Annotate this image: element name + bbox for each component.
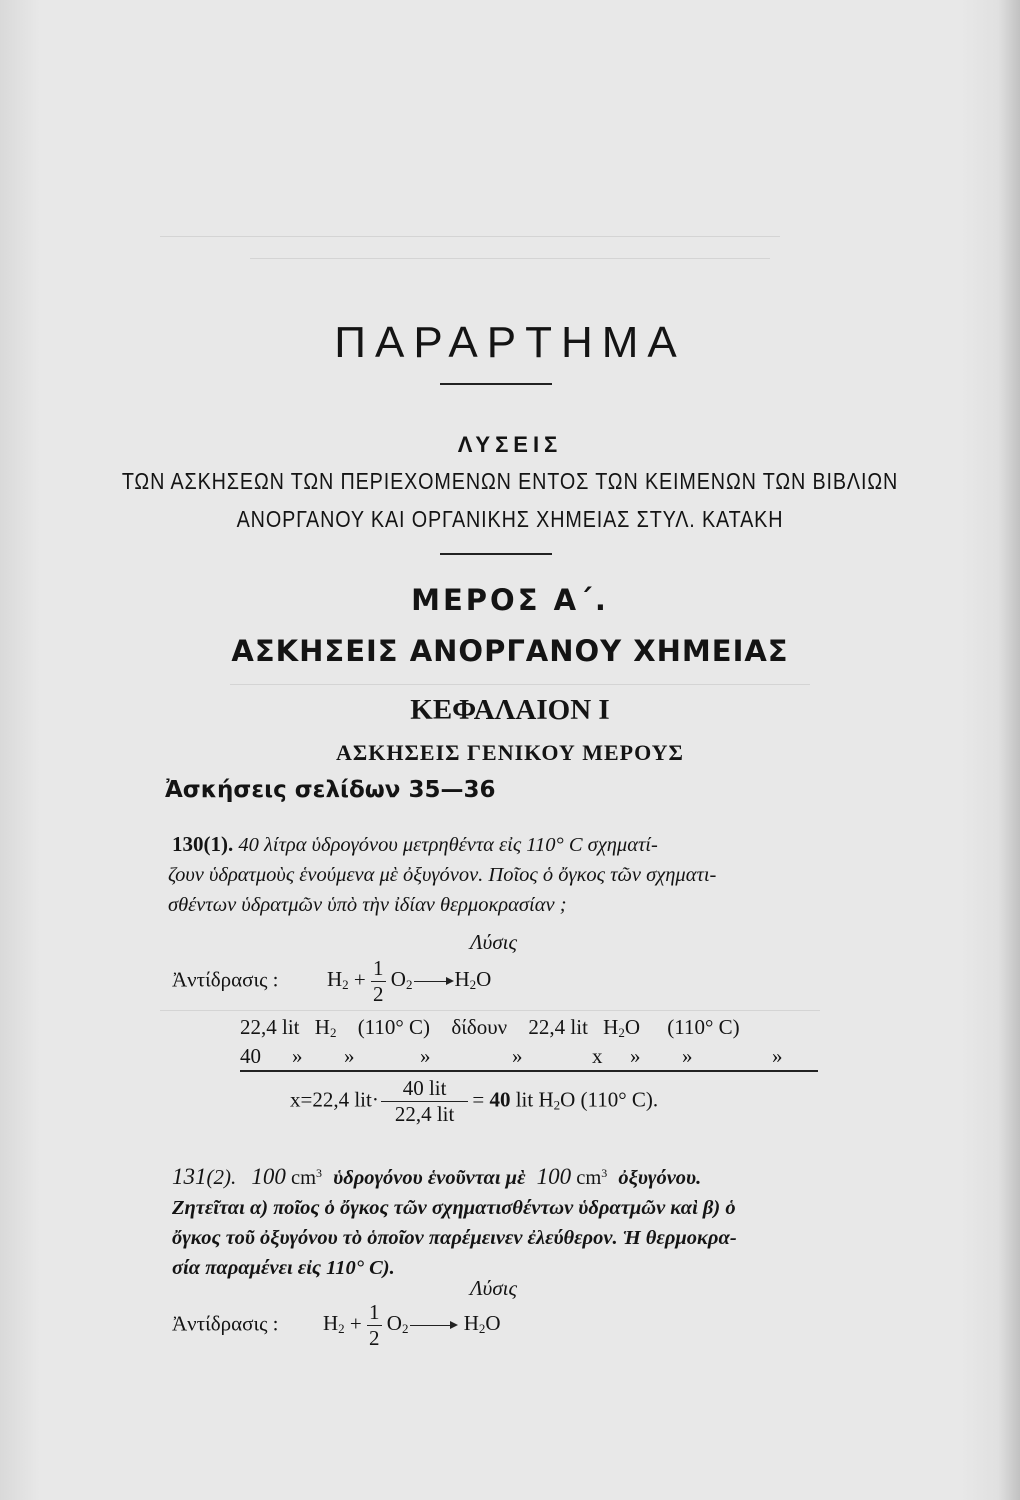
chapter-subtitle: ΑΣΚΗΣΕΙΣ ΓΕΝΙΚΟΥ ΜΕΡΟΥΣ: [336, 740, 684, 765]
description-line-2: ΑΝΟΡΓΑΝΟΥ ΚΑΙ ΟΡΓΑΝΙΚΗΣ ΧΗΜΕΙΑΣ ΣΤΥΛ. ΚΑΤΑΚΗ: [236, 506, 784, 532]
exercise-text-line: ὄγκος τοῦ ὀξυγόνου τὸ ὁποῖον παρέμεινεν ἐλεύθερον. Ἡ θερμοκρα-: [172, 1227, 737, 1249]
exercise-text-line: Ζητεῖται α) ποῖος ὁ ὄγκος τῶν σχηματισθέντων ὑδρατμῶν καὶ β) ὁ: [172, 1197, 736, 1219]
reaction-label: Ἀντίδρασις :: [172, 967, 279, 992]
exercise-number: 130(1).: [172, 832, 234, 856]
section-heading: ΑΣΚΗΣΕΙΣ ΑΝΟΡΓΑΝΟΥ ΧΗΜΕΙΑΣ: [231, 634, 789, 668]
formula-h2: $H_2$: [327, 967, 349, 993]
bleed-through-rule: [250, 258, 770, 259]
bleed-through-rule: [160, 236, 780, 237]
description-line-1: ΤΩΝ ΑΣΚΗΣΕΩΝ ΤΩΝ ΠΕΡΙΕΧΟΜΕΝΩΝ ΕΝΤΟΣ ΤΩΝ ΚΕΙΜΕΝΩΝ ΤΩΝ ΒΙΒΛΙΩΝ: [121, 468, 899, 494]
exercise-text-line: σία παραμένει εἰς 110° C).: [172, 1257, 395, 1279]
exercise-text-line: 40 λίτρα ὑδρογόνου μετρηθέντα εἰς 110° C σχηματί-: [238, 834, 658, 856]
bleed-through-rule: [160, 1010, 820, 1011]
reaction-label: Ἀντίδρασις :: [172, 1311, 279, 1336]
subtitle: ΛΥΣΕΙΣ: [457, 432, 563, 457]
result-equation: x=22,4 lit· $\frac{\text{40 lit}}{\text{22,4 lit}}$ = 40 lit $H_2O$ (110° C).: [290, 1076, 659, 1126]
reaction-equation: [172, 1302, 501, 1349]
title-divider: [440, 383, 552, 385]
exercise-text-line: ζουν ὑδρατμοὺς ἑνούμενα μὲ ὀξυγόνον. Ποῖος ὁ ὄγκος τῶν σχηματι-: [168, 864, 717, 886]
solution-heading: Λύσις: [470, 1276, 518, 1300]
formula-h2: $H_2$: [323, 1311, 345, 1337]
bleed-through-rule: [230, 684, 810, 685]
proportion-row-1: 22,4 lit $H_2$ (110° C) δίδουν 22,4 lit $H_2O$ (110° C): [240, 1015, 740, 1040]
exercise-number: 131: [172, 1164, 207, 1189]
formula-h2o: $H_2O$: [454, 967, 492, 993]
formula-o2: $O_2$: [386, 1311, 409, 1337]
plus-sign: +: [349, 1311, 362, 1336]
exercise-131-statement: 131(2). 100 $cm^3$ ὑδρογόνου ἑνοῦνται μὲ 100 $cm^3$ ὀξυγόνου. Ζητεῖται α) ποῖος ὁ ὄγκος τῶν σχηματισθέντων ὑδρατμῶν καὶ β) ὁ ὄγκος τοῦ ὀξυγόνου τὸ ὁποῖον παρέμεινεν ἐλεύθερον. Ἡ θερμοκρα- σία παραμένει εἰς 110° C).: [172, 1158, 892, 1283]
solution-heading: Λύσις: [470, 930, 518, 954]
exercise-130-statement: [168, 829, 892, 920]
page-title: ΠΑΡΑΡΤΗΜΑ: [334, 318, 686, 367]
fraction-one-half: $\frac{1}{2}$: [369, 1300, 380, 1350]
plus-sign: +: [353, 967, 366, 992]
formula-h2o: $H_2O$: [463, 1311, 501, 1337]
description-divider: [440, 553, 552, 555]
fraction-one-half: $\frac{1}{2}$: [373, 956, 384, 1006]
result-fraction: $\frac{\text{40 lit}}{\text{22,4 lit}}$: [381, 1078, 469, 1125]
pages-reference: Ἀσκήσεις σελίδων 35—36: [165, 777, 496, 803]
exercise-text-line: σθέντων ὑδρατμῶν ὑπὸ τὴν ἰδίαν θερμοκρασίαν ;: [168, 894, 567, 916]
reaction-arrow: [414, 981, 452, 982]
formula-o2: $O_2$: [390, 967, 413, 993]
proportion-underline: [240, 1070, 818, 1072]
scanned-page: ΠΑΡΑΡΤΗΜΑ ΛΥΣΕΙΣ ΤΩΝ ΑΣΚΗΣΕΩΝ ΤΩΝ ΠΕΡΙΕΧΟΜΕΝΩΝ ΕΝΤΟΣ ΤΩΝ ΚΕΙΜΕΝΩΝ ΤΩΝ ΒΙΒΛΙΩΝ ΑΝΟΡΓΑΝΟΥ ΚΑΙ ΟΡΓΑΝΙΚΗΣ ΧΗΜΕΙΑΣ ΣΤΥΛ. ΚΑΤΑΚΗ ΜΕΡΟΣ Α΄. ΑΣΚΗΣΕΙΣ ΑΝΟΡΓΑΝΟΥ ΧΗΜΕΙΑΣ ΚΕΦΑΛΑΙΟΝ Ι ΑΣΚΗΣΕΙΣ ΓΕΝΙΚΟΥ ΜΕΡΟΥΣ Ἀσκήσεις σελίδων 35—36 130(1). 40 λίτρα ὑδρογόνου μετρηθέντα εἰς 110° C σχηματί- ζουν ὑδρατμοὺς ἑνούμενα μὲ ὀξυγόνον. Ποῖος ὁ ὄγκος τῶν σχηματι- σθέντων ὑδρατμῶν ὑπὸ τὴν ἰδίαν θερμοκρασίαν ; Λύσις Ἀντίδρασις : $H_2$ + $\frac{1}{2}$ $O_2$ $H_2O$ 22,4 lit $H_2$ (110° C) δίδουν 22,4 lit $H_2O$ (110° C) 40 » » » » x » » » x=22,4 lit· $\frac{\text{40 lit}}{\text{22,4 lit}}$ = 40 lit $H_2O$ (110° C). 131(2). 100 $cm^3$ ὑδρογόνου ἑνοῦνται μὲ 100 $cm^3$ ὀξυγόνου. Ζητεῖται α) ποῖος ὁ ὄγκος τῶν σχηματισθέντων ὑδρατμῶν καὶ β) ὁ ὄγκος τοῦ ὀξυγόνου τὸ ὁποῖον παρέμεινεν ἐλεύθερον. Ἡ θερμοκρα- σία παραμένει εἰς 110° C). Λύσις Ἀντίδρασις : $H_2$ + $\frac{1}{2}$ $O_2$ $H_2O$: [0, 0, 1020, 1500]
part-heading: ΜΕΡΟΣ Α΄.: [411, 583, 609, 617]
reaction-equation: [172, 958, 491, 1005]
chapter-heading: ΚΕΦΑΛΑΙΟΝ Ι: [410, 694, 610, 726]
reaction-arrow: [410, 1325, 456, 1326]
